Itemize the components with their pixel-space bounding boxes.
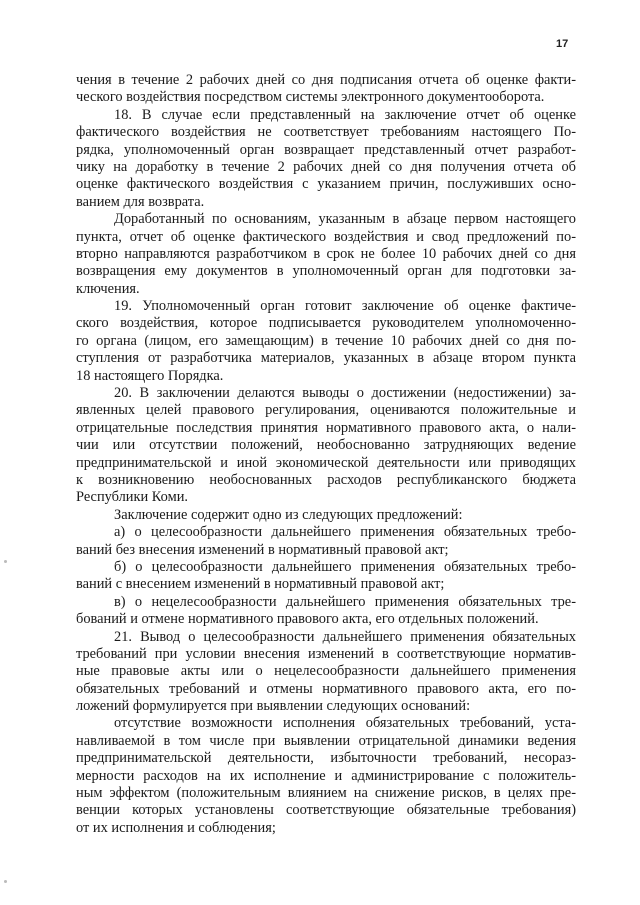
text-line: ского воздействия, которое подписывается руководителем уполномоченно- [76, 315, 576, 332]
text-line: ложений формулируется при выявлении следующих оснований: [76, 698, 471, 715]
text-line: отсутствие возможности исполнения обязательных требований, уста- [114, 715, 576, 732]
text-line: го органа (лицом, его замещающим) в течение 10 рабочих дней со дня по- [76, 332, 576, 349]
text-line: чения в течение 2 рабочих дней со дня подписания отчета об оценке факти- [76, 72, 576, 88]
text-line: фактического воздействия не соответствует требованиям настоящего По- [76, 124, 576, 141]
text-line: навливаемой в том числе при выявлении отрицательной динамики ведения [76, 732, 576, 749]
text-line: а) о целесообразности дальнейшего применения обязательных требо- [114, 524, 576, 541]
text-line: предпринимательской и иной экономической деятельности или приводящих [76, 454, 576, 471]
scan-mark [4, 560, 7, 563]
text-line: предпринимательской деятельности, избыточности требований, несораз- [76, 750, 576, 767]
text-line: 21. Вывод о целесообразности дальнейшего применения обязательных [114, 628, 576, 645]
text-line: Доработанный по основаниям, указанным в абзаце первом настоящего [114, 211, 576, 228]
text-line: к возникновению необоснованных расходов республиканского бюджета [76, 471, 576, 488]
text-line: вторно направляются разработчиком в срок не более 10 рабочих дней со дня [76, 245, 576, 262]
page-number: 17 [556, 38, 569, 50]
text-line: чии или отсутствии положений, необоснованно затрудняющих ведение [76, 437, 576, 454]
text-line: ванием для возврата. [76, 193, 205, 210]
text-line: 20. В заключении делаются выводы о достижении (недостижении) за- [114, 385, 576, 402]
text-line: 18 настоящего Порядка. [76, 367, 224, 384]
text-line: ваний без внесения изменений в нормативный правовой акт; [76, 541, 449, 558]
text-line: бований и отмене нормативного правового акта, его отдельных положений. [76, 611, 539, 628]
text-line: оценке фактического воздействия с указанием причин, послуживших осно- [76, 176, 576, 193]
text-line: обязательных требований и отмены нормативного правового акта, его по- [76, 680, 576, 697]
text-line: ные правовые акты или о нецелесообразности дальнейшего применения [76, 663, 576, 680]
text-line: явленных целей правового регулирования, оцениваются положительные и [76, 402, 576, 419]
text-line: пункта, отчет об оценке фактического воздействия и свод предложений по- [76, 228, 576, 245]
text-line: Республики Коми. [76, 489, 188, 506]
text-line: ным эффектом (положительным влиянием на снижение рисков, в целях пре- [76, 785, 576, 802]
text-line: отрицательные последствия принятия нормативного правового акта, о нали- [76, 419, 576, 436]
text-line: ваний с внесением изменений в нормативный правовой акт; [76, 576, 445, 593]
text-line: венции которых установлены соответствующие обязательные требования) [76, 802, 576, 819]
text-line: от их исполнения и соблюдения; [76, 819, 276, 836]
text-line: ступления от разработчика материалов, указанных в абзаце втором пункта [76, 350, 576, 367]
text-line: требований при условии внесения изменений в соответствующие норматив- [76, 645, 576, 662]
text-line: чику на доработку в течение 2 рабочих дней со дня получения отчета об [76, 158, 576, 175]
text-line: ческого воздействия посредством системы электронного документооборота. [76, 89, 545, 106]
text-line: в) о нецелесообразности дальнейшего применения обязательных тре- [114, 593, 576, 610]
text-line: ключения. [76, 280, 140, 297]
text-line: возвращения ему документов в уполномоченный орган для подготовки за- [76, 263, 576, 280]
scan-mark [4, 880, 7, 883]
text-line: рядка, уполномоченный орган возвращает представленный отчет разработ- [76, 141, 576, 158]
text-line: Заключение содержит одно из следующих предложений: [114, 506, 463, 523]
document-body [76, 72, 576, 837]
text-line: 19. Уполномоченный орган готовит заключение об оценке фактиче- [114, 298, 576, 315]
text-line: мерности расходов на их исполнение и администрирование с положитель- [76, 767, 576, 784]
text-line: 18. В случае если представленный на заключение отчет об оценке [114, 106, 576, 123]
text-line: б) о целесообразности дальнейшего применения обязательных требо- [114, 558, 576, 575]
